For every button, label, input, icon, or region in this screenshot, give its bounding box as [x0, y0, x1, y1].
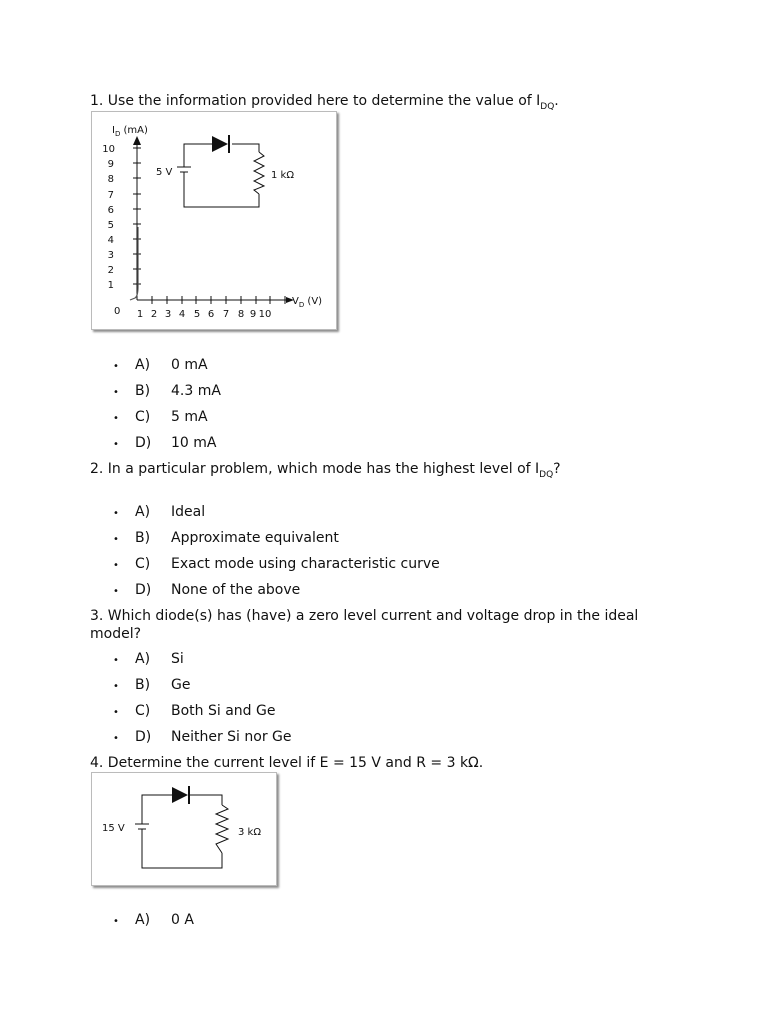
- resistor-label: 1 kΩ: [271, 170, 294, 181]
- option-letter: B): [135, 383, 151, 399]
- option-text: 5 mA: [171, 409, 208, 425]
- bullet: •: [113, 681, 119, 692]
- option-3c[interactable]: [113, 702, 275, 720]
- option-3d[interactable]: [113, 728, 292, 746]
- option-1b[interactable]: [113, 382, 221, 400]
- y-tick-label: 10: [102, 144, 115, 155]
- source-voltage-label: 5 V: [156, 167, 173, 178]
- option-3a[interactable]: [113, 650, 184, 668]
- y-tick-label: 5: [107, 220, 114, 231]
- bullet: •: [113, 387, 119, 398]
- option-letter: A): [135, 651, 151, 667]
- option-text: Approximate equivalent: [171, 530, 339, 546]
- battery-symbol: [135, 821, 149, 833]
- option-letter: A): [135, 504, 151, 520]
- option-text: 4.3 mA: [171, 383, 221, 399]
- source-voltage-label: 15 V: [102, 823, 125, 834]
- bullet: •: [113, 534, 119, 545]
- bullet: •: [113, 413, 119, 424]
- resistor-label: 3 kΩ: [238, 827, 261, 838]
- x-tick-label: 8: [237, 309, 245, 320]
- option-letter: A): [135, 357, 151, 373]
- option-4a[interactable]: [113, 911, 194, 929]
- option-letter: C): [135, 703, 151, 719]
- diode-circuit: [92, 773, 276, 885]
- bullet: •: [113, 916, 119, 927]
- x-tick-label: 4: [178, 309, 186, 320]
- bullet: •: [113, 733, 119, 744]
- diode-symbol: [172, 786, 189, 804]
- x-tick-label: 5: [193, 309, 201, 320]
- option-text: Ideal: [171, 504, 206, 520]
- option-letter: C): [135, 409, 151, 425]
- option-text: Si: [171, 651, 184, 667]
- option-text: Both Si and Ge: [171, 703, 276, 719]
- x-tick-label: 2: [150, 309, 158, 320]
- option-2a[interactable]: [113, 503, 205, 521]
- y-tick-label: 8: [107, 174, 114, 185]
- question-2: 2. In a particular problem, which mode has the highest level of $I_{DQ}$?: [90, 461, 561, 480]
- option-letter: B): [135, 677, 151, 693]
- x-tick-label: 3: [164, 309, 172, 320]
- circuit-wires: [142, 795, 222, 868]
- question-1: 1. Use the information provided here to determine the value of $I_{DQ}$.: [90, 93, 559, 112]
- y-tick-label: 6: [107, 205, 114, 216]
- figure-diode-characteristic: [91, 111, 337, 330]
- x-tick-label: 10: [258, 309, 272, 320]
- y-tick-label: 4: [107, 235, 114, 246]
- y-tick-label: 2: [107, 265, 114, 276]
- option-letter: C): [135, 556, 151, 572]
- option-letter: D): [135, 729, 152, 745]
- x-axis-label: $V_D$ (V): [292, 296, 323, 309]
- option-text: 10 mA: [171, 435, 217, 451]
- option-text: 0 A: [171, 912, 194, 928]
- option-text: None of the above: [171, 582, 301, 598]
- x-tick-label: 9: [249, 309, 257, 320]
- circuit-wires: [184, 144, 259, 207]
- x-tick-label: 1: [136, 309, 144, 320]
- bullet: •: [113, 586, 119, 597]
- option-letter: D): [135, 435, 152, 451]
- question-3: 3. Which diode(s) has (have) a zero level current and voltage drop in the ideal model?: [90, 608, 639, 642]
- bullet: •: [113, 361, 119, 372]
- option-letter: D): [135, 582, 152, 598]
- y-axis-label: $I_D$ (mA): [112, 125, 148, 138]
- figure-circuit-15v: [91, 772, 277, 886]
- option-letter: A): [135, 912, 151, 928]
- y-tick-label: 1: [107, 280, 114, 291]
- battery-symbol: [177, 163, 191, 176]
- y-axis-arrow: [133, 136, 141, 145]
- y-tick-label: 3: [107, 250, 114, 261]
- bullet: •: [113, 560, 119, 571]
- option-text: Neither Si nor Ge: [171, 729, 292, 745]
- bullet: •: [113, 707, 119, 718]
- y-tick-label: 9: [107, 159, 114, 170]
- x-tick-label: 6: [207, 309, 215, 320]
- option-1d[interactable]: [113, 434, 216, 452]
- bullet: •: [113, 655, 119, 666]
- option-3b[interactable]: [113, 676, 190, 694]
- option-2c[interactable]: [113, 555, 440, 573]
- option-1a[interactable]: [113, 356, 208, 374]
- x-tick-label: 7: [222, 309, 230, 320]
- question-4: 4. Determine the current level if E = 15 V and R = 3 kΩ.: [90, 755, 484, 771]
- option-text: Exact mode using characteristic curve: [171, 556, 440, 572]
- y-tick-label: 7: [107, 190, 114, 201]
- diode-symbol: [212, 135, 229, 153]
- option-text: Ge: [171, 677, 191, 693]
- diode-graph-and-circuit: [92, 112, 336, 329]
- option-1c[interactable]: [113, 408, 208, 426]
- origin-label: 0: [114, 306, 121, 317]
- option-text: 0 mA: [171, 357, 208, 373]
- option-2d[interactable]: [113, 581, 300, 599]
- resistor-symbol: [254, 152, 264, 194]
- bullet: •: [113, 508, 119, 519]
- option-letter: B): [135, 530, 151, 546]
- resistor-symbol: [216, 805, 228, 853]
- bullet: •: [113, 439, 119, 450]
- option-2b[interactable]: [113, 529, 339, 547]
